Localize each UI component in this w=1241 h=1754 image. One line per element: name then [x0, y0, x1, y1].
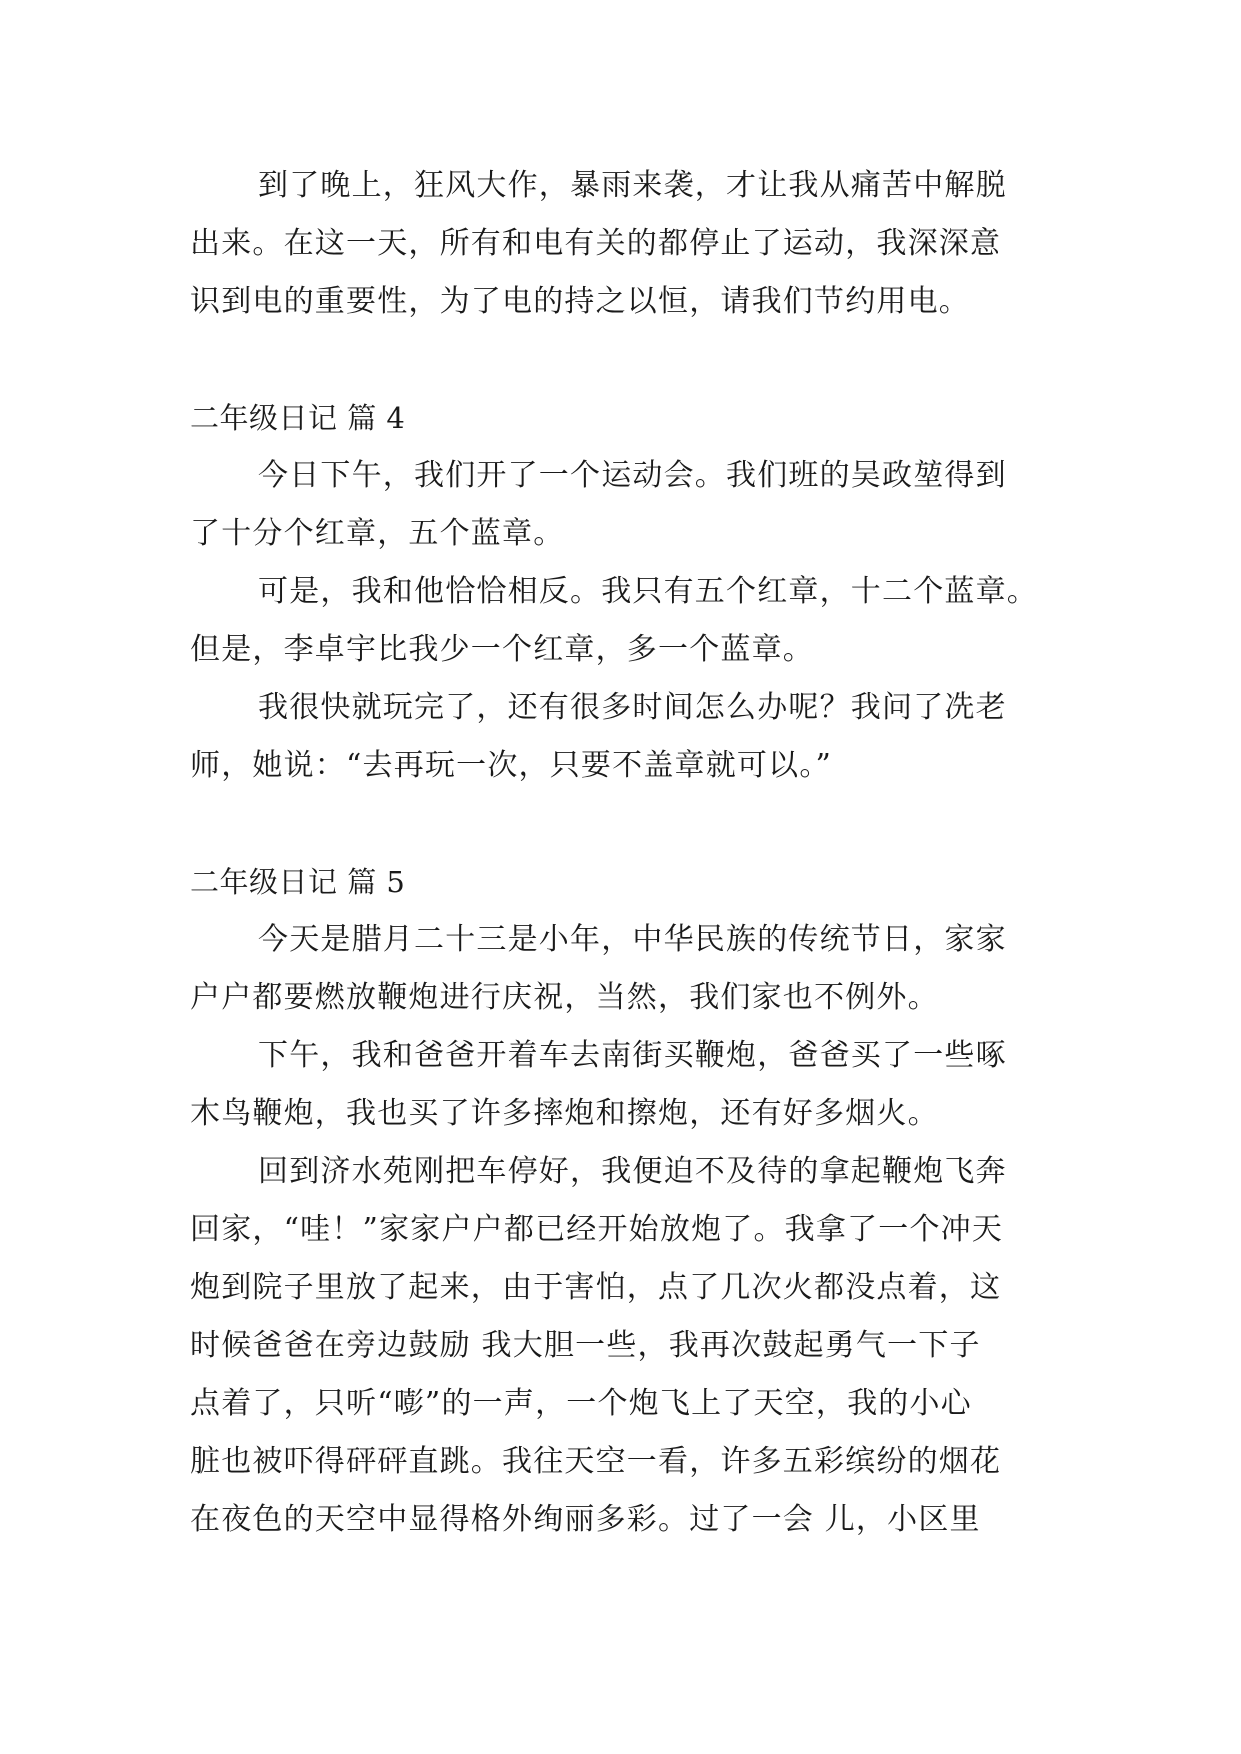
paragraph-line: 在夜色的天空中显得格外绚丽多彩。过了一会 儿，小区里	[190, 1502, 981, 1537]
paragraph-line: 出来。在这一天，所有和电有关的都停止了运动，我深深意	[190, 226, 1002, 261]
paragraph-line: 时候爸爸在旁边鼓励 我大胆一些，我再次鼓起勇气一下子	[190, 1328, 981, 1363]
paragraph-line: 今日下午，我们开了一个运动会。我们班的吴政堃得到	[258, 458, 1007, 493]
paragraph-line: 回家，“哇！”家家户户都已经开始放炮了。我拿了一个冲天	[190, 1212, 1004, 1247]
diary-entry-4	[190, 400, 1060, 806]
paragraph-line: 识到电的重要性，为了电的持之以恒，请我们节约用电。	[190, 284, 970, 319]
paragraph-line: 回到济水苑刚把车停好，我便迫不及待的拿起鞭炮飞奔	[258, 1154, 1007, 1189]
paragraph-line: 师，她说：“去再玩一次，只要不盖章就可以。”	[190, 748, 833, 783]
paragraph-line: 户户都要燃放鞭炮进行庆祝，当然，我们家也不例外。	[190, 980, 939, 1015]
entry-heading: 二年级日记 篇 4	[190, 401, 406, 435]
entry-heading: 二年级日记 篇 5	[190, 865, 406, 899]
paragraph-line: 我很快就玩完了，还有很多时间怎么办呢？我问了冼老	[258, 690, 1007, 725]
paragraph-line: 但是，李卓宇比我少一个红章，多一个蓝章。	[190, 632, 814, 667]
diary-entry-continued	[190, 168, 1060, 342]
paragraph-line: 下午，我和爸爸开着车去南街买鞭炮，爸爸买了一些啄	[258, 1038, 1007, 1073]
diary-entry-5	[190, 864, 1060, 1560]
paragraph-line: 了十分个红章，五个蓝章。	[190, 516, 565, 551]
paragraph-line: 今天是腊月二十三是小年，中华民族的传统节日，家家	[258, 922, 1007, 957]
paragraph-line: 木鸟鞭炮，我也买了许多摔炮和擦炮，还有好多烟火。	[190, 1096, 939, 1131]
paragraph-line: 可是，我和他恰恰相反。我只有五个红章，十二个蓝章。	[258, 574, 1038, 609]
paragraph-line: 到了晚上，狂风大作，暴雨来袭，才让我从痛苦中解脱	[258, 168, 1007, 203]
paragraph-line: 脏也被吓得砰砰直跳。我往天空一看，许多五彩缤纷的烟花	[190, 1444, 1002, 1479]
paragraph-line: 炮到院子里放了起来，由于害怕，点了几次火都没点着，这	[190, 1270, 1002, 1305]
paragraph-line: 点着了，只听“嘭”的一声，一个炮飞上了天空，我的小心	[190, 1386, 972, 1421]
